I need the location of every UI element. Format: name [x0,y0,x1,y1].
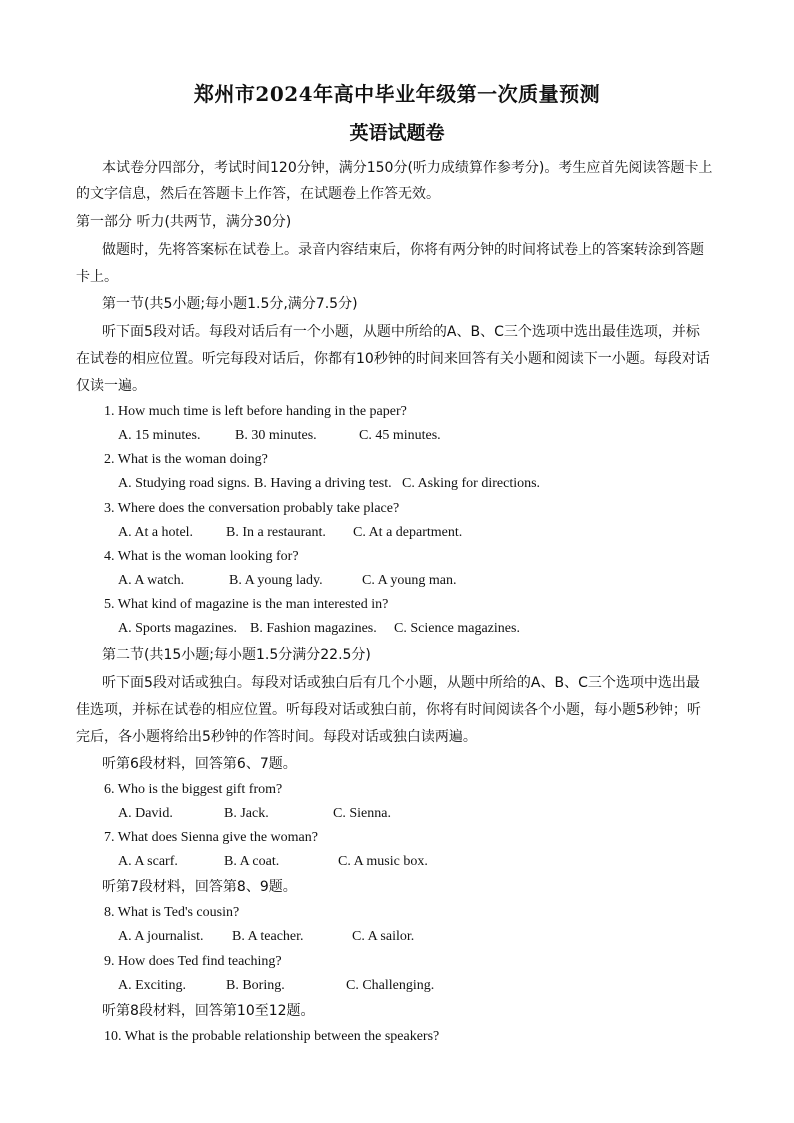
q5-option-a: A. Sports magazines. [118,621,237,636]
q9-option-b: B. Boring. [226,978,285,993]
q4-option-c: C. A young man. [362,573,457,588]
page-subtitle: 英语试题卷 [349,122,445,144]
question-1: 1. How much time is left before handing in the paper? [104,404,407,419]
intro-line-2: 的文字信息，然后在答题卡上作答，在试题卷上作答无效。 [76,186,440,202]
q1-option-c: C. 45 minutes. [359,428,441,443]
q7-option-b: B. A coat. [224,854,280,869]
q5-option-c: C. Science magazines. [394,621,520,636]
question-5: 5. What kind of magazine is the man interested in? [104,597,389,612]
q3-option-b: B. In a restaurant. [226,525,326,540]
section1-instructions-2: 在试卷的相应位置。听完每段对话后，你都有10秒钟的时间来回答有关小题和阅读下一小题。每段对话 [76,351,710,367]
q1-option-b: B. 30 minutes. [235,428,317,443]
page-title: 郑州市2024年高中毕业年级第一次质量预测 [193,82,601,106]
q2-option-c: C. Asking for directions. [402,476,541,491]
question-7: 7. What does Sienna give the woman? [104,830,318,845]
material-8-label: 听第8段材料，回答第10至12题。 [102,1003,315,1019]
question-8: 8. What is Ted's cousin? [104,905,240,920]
part1-instructions-2: 卡上。 [76,269,118,285]
section2-instructions-1: 听下面5段对话或独白。每段对话或独白后有几个小题，从题中所给的A、B、C三个选项中选出最 [102,675,700,691]
section1-instructions-1: 听下面5段对话。每段对话后有一个小题，从题中所给的A、B、C三个选项中选出最佳选项，并标 [102,324,700,340]
part1-heading: 第一部分 听力(共两节，满分30分) [76,214,292,230]
q2-option-a: A. Studying road signs. [118,476,250,491]
q6-option-c: C. Sienna. [333,806,391,821]
section1-instructions-3: 仅读一遍。 [76,378,146,394]
q3-option-c: C. At a department. [353,525,463,540]
material-6-label: 听第6段材料，回答第6、7题。 [102,756,297,772]
q3-option-a: A. At a hotel. [118,525,194,540]
section2-instructions-2: 佳选项，并标在试卷的相应位置。听每段对话或独白前，你将有时间阅读各个小题，每小题5秒钟；听 [76,702,701,718]
material-7-label: 听第7段材料，回答第8、9题。 [102,879,297,895]
question-2: 2. What is the woman doing? [104,452,268,467]
intro-line-1: 本试卷分四部分，考试时间120分钟，满分150分(听力成绩算作参考分)。考生应首先阅读答题卡上 [102,160,713,176]
q8-option-b: B. A teacher. [232,929,304,944]
q6-option-a: A. David. [118,806,173,821]
question-6: 6. Who is the biggest gift from? [104,782,283,797]
question-4: 4. What is the woman looking for? [104,549,299,564]
q9-option-a: A. Exciting. [118,978,187,993]
q9-option-c: C. Challenging. [346,978,435,993]
q1-option-a: A. 15 minutes. [118,428,201,443]
section2-instructions-3: 完后，各小题将给出5秒钟的作答时间。每段对话或独白读两遍。 [76,729,477,745]
question-9: 9. How does Ted find teaching? [104,954,282,969]
q4-option-b: B. A young lady. [229,573,323,588]
q8-option-a: A. A journalist. [118,929,204,944]
q4-option-a: A. A watch. [118,573,185,588]
q7-option-c: C. A music box. [338,854,428,869]
q5-option-b: B. Fashion magazines. [250,621,377,636]
q6-option-b: B. Jack. [224,806,269,821]
section1-heading: 第一节(共5小题;每小题1.5分,满分7.5分) [102,296,358,312]
q7-option-a: A. A scarf. [118,854,178,869]
q2-option-b: B. Having a driving test. [254,476,392,491]
part1-instructions-1: 做题时，先将答案标在试卷上。录音内容结束后，你将有两分钟的时间将试卷上的答案转涂到答题 [102,242,704,258]
question-3: 3. Where does the conversation probably take place? [104,501,400,516]
section2-heading: 第二节(共15小题;每小题1.5分满分22.5分) [102,647,371,663]
q8-option-c: C. A sailor. [352,929,415,944]
question-10: 10. What is the probable relationship between the speakers? [104,1029,440,1044]
